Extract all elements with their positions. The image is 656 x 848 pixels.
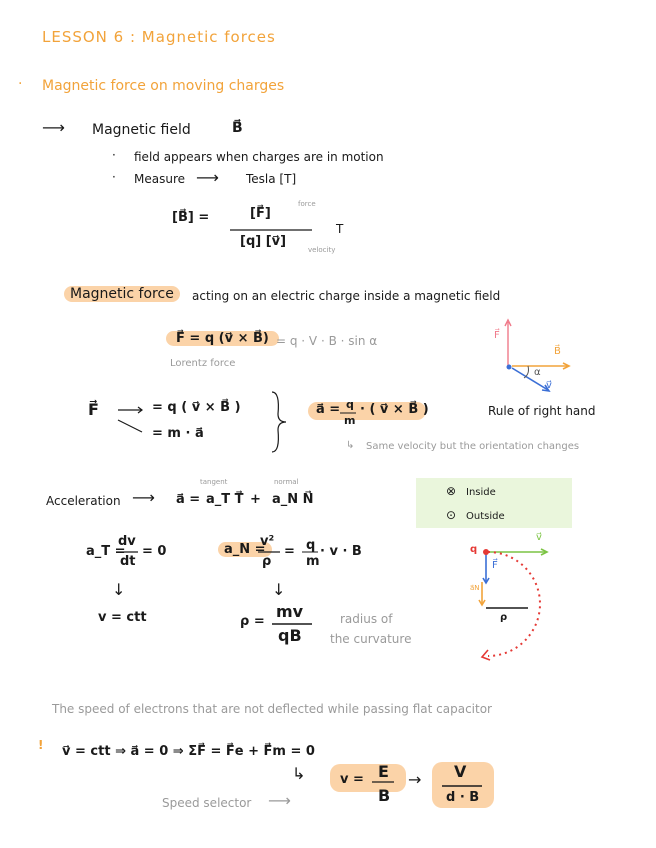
magnetic-field-label: Magnetic field [92, 122, 191, 138]
rho-lhs: ρ = [240, 614, 265, 629]
tangent-label: tangent [200, 478, 228, 486]
aN-lhs: a_N = [218, 542, 272, 557]
aT-den: dt [120, 554, 136, 569]
speed-den: B [378, 786, 391, 805]
final-num: V [454, 762, 467, 781]
arrow-icon: ⟶ [132, 488, 155, 507]
v-result: v = ctt [98, 610, 147, 625]
accel-eq-n-term: a_N N⃗ [272, 492, 314, 507]
aN-rhs: · v · B [320, 544, 362, 559]
diagram-aN-label: a⃗N [470, 584, 480, 592]
force-branch-2: = m · a⃗ [152, 426, 204, 441]
rho-den: qB [278, 626, 302, 645]
accel-frac-den: m [344, 414, 356, 427]
diagram-rho-label: ρ [500, 612, 508, 623]
legend-inside: Inside [466, 487, 496, 498]
magnetic-field-symbol: B⃗ [232, 120, 243, 136]
unit-tesla: T [336, 222, 344, 236]
capacitor-equation: v⃗ = ctt ⇒ a⃗ = 0 ⇒ ΣF⃗ = F⃗e + F⃗m = 0 [62, 744, 315, 759]
unit-denominator: [q] [v⃗] [240, 234, 287, 249]
unit-numerator: [F⃗] [250, 206, 271, 221]
branch-arrow-2 [118, 420, 142, 432]
hook-arrow-icon: ↳ [346, 440, 355, 451]
diagram-v2-label: v⃗ [536, 532, 542, 543]
rho-note-2: the curvature [330, 632, 412, 646]
final-den: d · B [446, 790, 480, 805]
lorentz-label: Lorentz force [170, 358, 236, 369]
diagram-q-label: q [470, 544, 478, 555]
trajectory [488, 552, 540, 656]
aN-num2: q [306, 538, 316, 553]
speed-lhs: v = [340, 772, 364, 787]
accel-eq-t-term: a_T T⃗ [206, 492, 244, 507]
aT-num: dv [118, 534, 136, 549]
down-arrow-icon: ↓ [112, 580, 126, 599]
aN-den2: m [306, 554, 320, 569]
aN-den: ρ [262, 554, 272, 569]
bullet-icon: · [112, 170, 116, 184]
outside-icon: ⊙ [446, 508, 457, 522]
accel-rhs: · ( v⃗ × B⃗ ) [360, 402, 429, 417]
bullet-dot: · [18, 76, 23, 92]
inside-icon: ⊗ [446, 484, 457, 498]
rho-num: mv [276, 602, 304, 621]
unit-num-note: force [298, 200, 316, 208]
acceleration-label: Acceleration [46, 494, 121, 508]
charge-dot [507, 365, 512, 370]
normal-label: normal [274, 478, 299, 486]
speed-num: E [378, 762, 389, 781]
down-arrow-icon: ↓ [272, 580, 286, 599]
arrow-icon: ⟶ [42, 118, 65, 137]
bullet-icon: · [112, 148, 116, 162]
field-bullet-2b: Tesla [T] [246, 172, 297, 186]
arrow-icon: ⟶ [196, 168, 219, 187]
accel-eq-lhs: a⃗ = [176, 492, 201, 507]
unit-den-note: velocity [308, 246, 336, 254]
accel-note: Same velocity but the orientation changes [366, 441, 580, 452]
force-branch-1: = q ( v⃗ × B⃗ ) [152, 400, 241, 415]
v-vector [512, 368, 548, 390]
accel-frac-num: q [346, 398, 354, 411]
brace [272, 392, 286, 452]
right-hand-rule: Rule of right hand [488, 404, 596, 418]
exclaim-icon: ! [38, 738, 44, 752]
lorentz-magnitude: = q · V · B · sin α [276, 334, 378, 348]
rho-note-1: radius of [340, 612, 393, 626]
speed-selector-label: Speed selector [162, 796, 252, 810]
magnetic-force-heading: Magnetic force [64, 286, 180, 302]
magnetic-force-subheading: acting on an electric charge inside a magnetic field [192, 289, 501, 303]
section-heading: Magnetic force on moving charges [42, 78, 285, 94]
accel-eq-plus: + [250, 492, 261, 507]
aT-lhs: a_T = [86, 544, 126, 559]
field-bullet-2a: Measure [134, 172, 185, 186]
capacitor-heading: The speed of electrons that are not deflected while passing flat capacitor [52, 702, 492, 716]
hook-arrow-icon: ↳ [292, 764, 306, 783]
arrow-icon: ⟶ [268, 791, 291, 810]
aN-num: v² [260, 534, 275, 549]
diagram-alpha-label: α [534, 367, 541, 378]
unit-lhs: [B⃗] = [172, 210, 210, 225]
charge-q-dot [483, 549, 489, 555]
force-symbol: F⃗ [88, 400, 99, 419]
aN-eq: = [284, 544, 295, 559]
arrow-icon: → [408, 770, 422, 789]
diagram-v-label: v⃗ [546, 380, 552, 391]
field-bullet-1: field appears when charges are in motion [134, 150, 384, 164]
aT-rhs: = 0 [142, 544, 167, 559]
legend-outside: Outside [466, 511, 505, 522]
diagram-f2-label: F⃗ [492, 560, 498, 571]
lesson-title: LESSON 6 : Magnetic forces [42, 28, 276, 46]
diagram-f-label: F⃗ [494, 330, 500, 341]
lorentz-equation: F⃗ = q (v⃗ × B⃗) [166, 331, 279, 346]
accel-lhs: a⃗ = [316, 402, 341, 417]
diagram-b-label: B⃗ [554, 346, 561, 357]
